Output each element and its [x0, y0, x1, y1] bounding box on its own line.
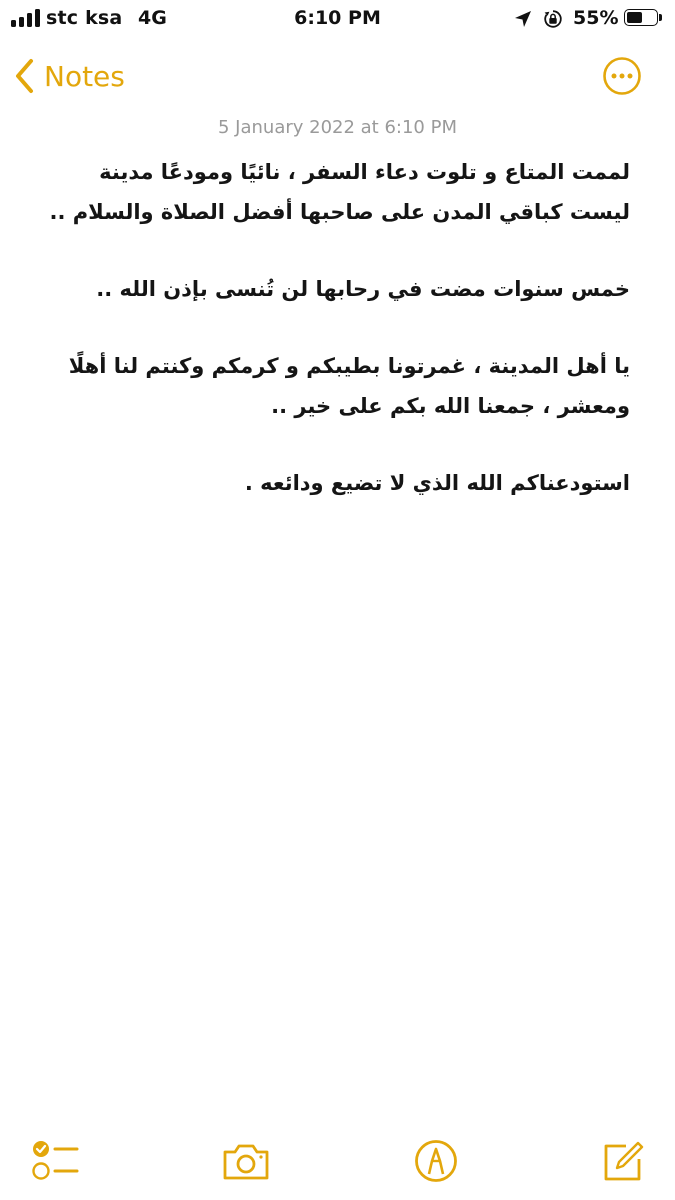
checklist-button[interactable] — [30, 1138, 80, 1188]
ellipsis-circle-icon — [602, 56, 642, 96]
note-date: 5 January 2022 at 6:10 PM — [217, 117, 457, 138]
note-line: ومعشر ، جمعنا الله بكم على خير .. — [271, 394, 630, 418]
note-line: استودعناكم الله الذي لا تضيع ودائعه . — [244, 471, 630, 495]
note-line: لممت المتاع و تلوت دعاء السفر ، نائيًا ومودعًا مدينة — [99, 160, 630, 184]
status-time: 6:10 PM — [294, 7, 381, 29]
bottom-toolbar — [0, 1130, 675, 1190]
note-body[interactable] — [30, 152, 630, 540]
orientation-lock-icon — [543, 9, 563, 29]
note-line: خمس سنوات مضت في رحابها لن تُنسى بإذن الله .. — [96, 277, 630, 301]
carrier-name: stc ksa — [46, 7, 123, 29]
back-button[interactable] — [14, 56, 125, 96]
chevron-left-icon — [14, 58, 34, 94]
status-bar — [0, 0, 675, 40]
pen-circle-icon — [413, 1138, 459, 1184]
note-paragraph — [30, 152, 630, 232]
note-line: يا أهل المدينة ، غمرتونا بطيبكم و كرمكم وكنتم لنا أهلًا — [68, 354, 630, 378]
camera-button[interactable] — [221, 1138, 271, 1188]
note-paragraph — [30, 463, 630, 503]
note-paragraph — [30, 346, 630, 426]
battery-icon — [624, 9, 664, 28]
compose-icon — [601, 1138, 647, 1184]
note-line: ليست كباقي المدن على صاحبها أفضل الصلاة والسلام .. — [49, 200, 630, 224]
note-paragraph — [30, 269, 630, 309]
checklist-icon — [30, 1138, 80, 1184]
camera-icon — [221, 1138, 271, 1184]
compose-button[interactable] — [601, 1138, 647, 1188]
back-label: Notes — [44, 59, 125, 93]
location-arrow-icon — [514, 10, 532, 28]
network-type: 4G — [138, 7, 167, 29]
markup-button[interactable] — [413, 1138, 459, 1188]
battery-percentage: 55% — [573, 7, 619, 29]
more-options-button[interactable] — [602, 56, 642, 96]
